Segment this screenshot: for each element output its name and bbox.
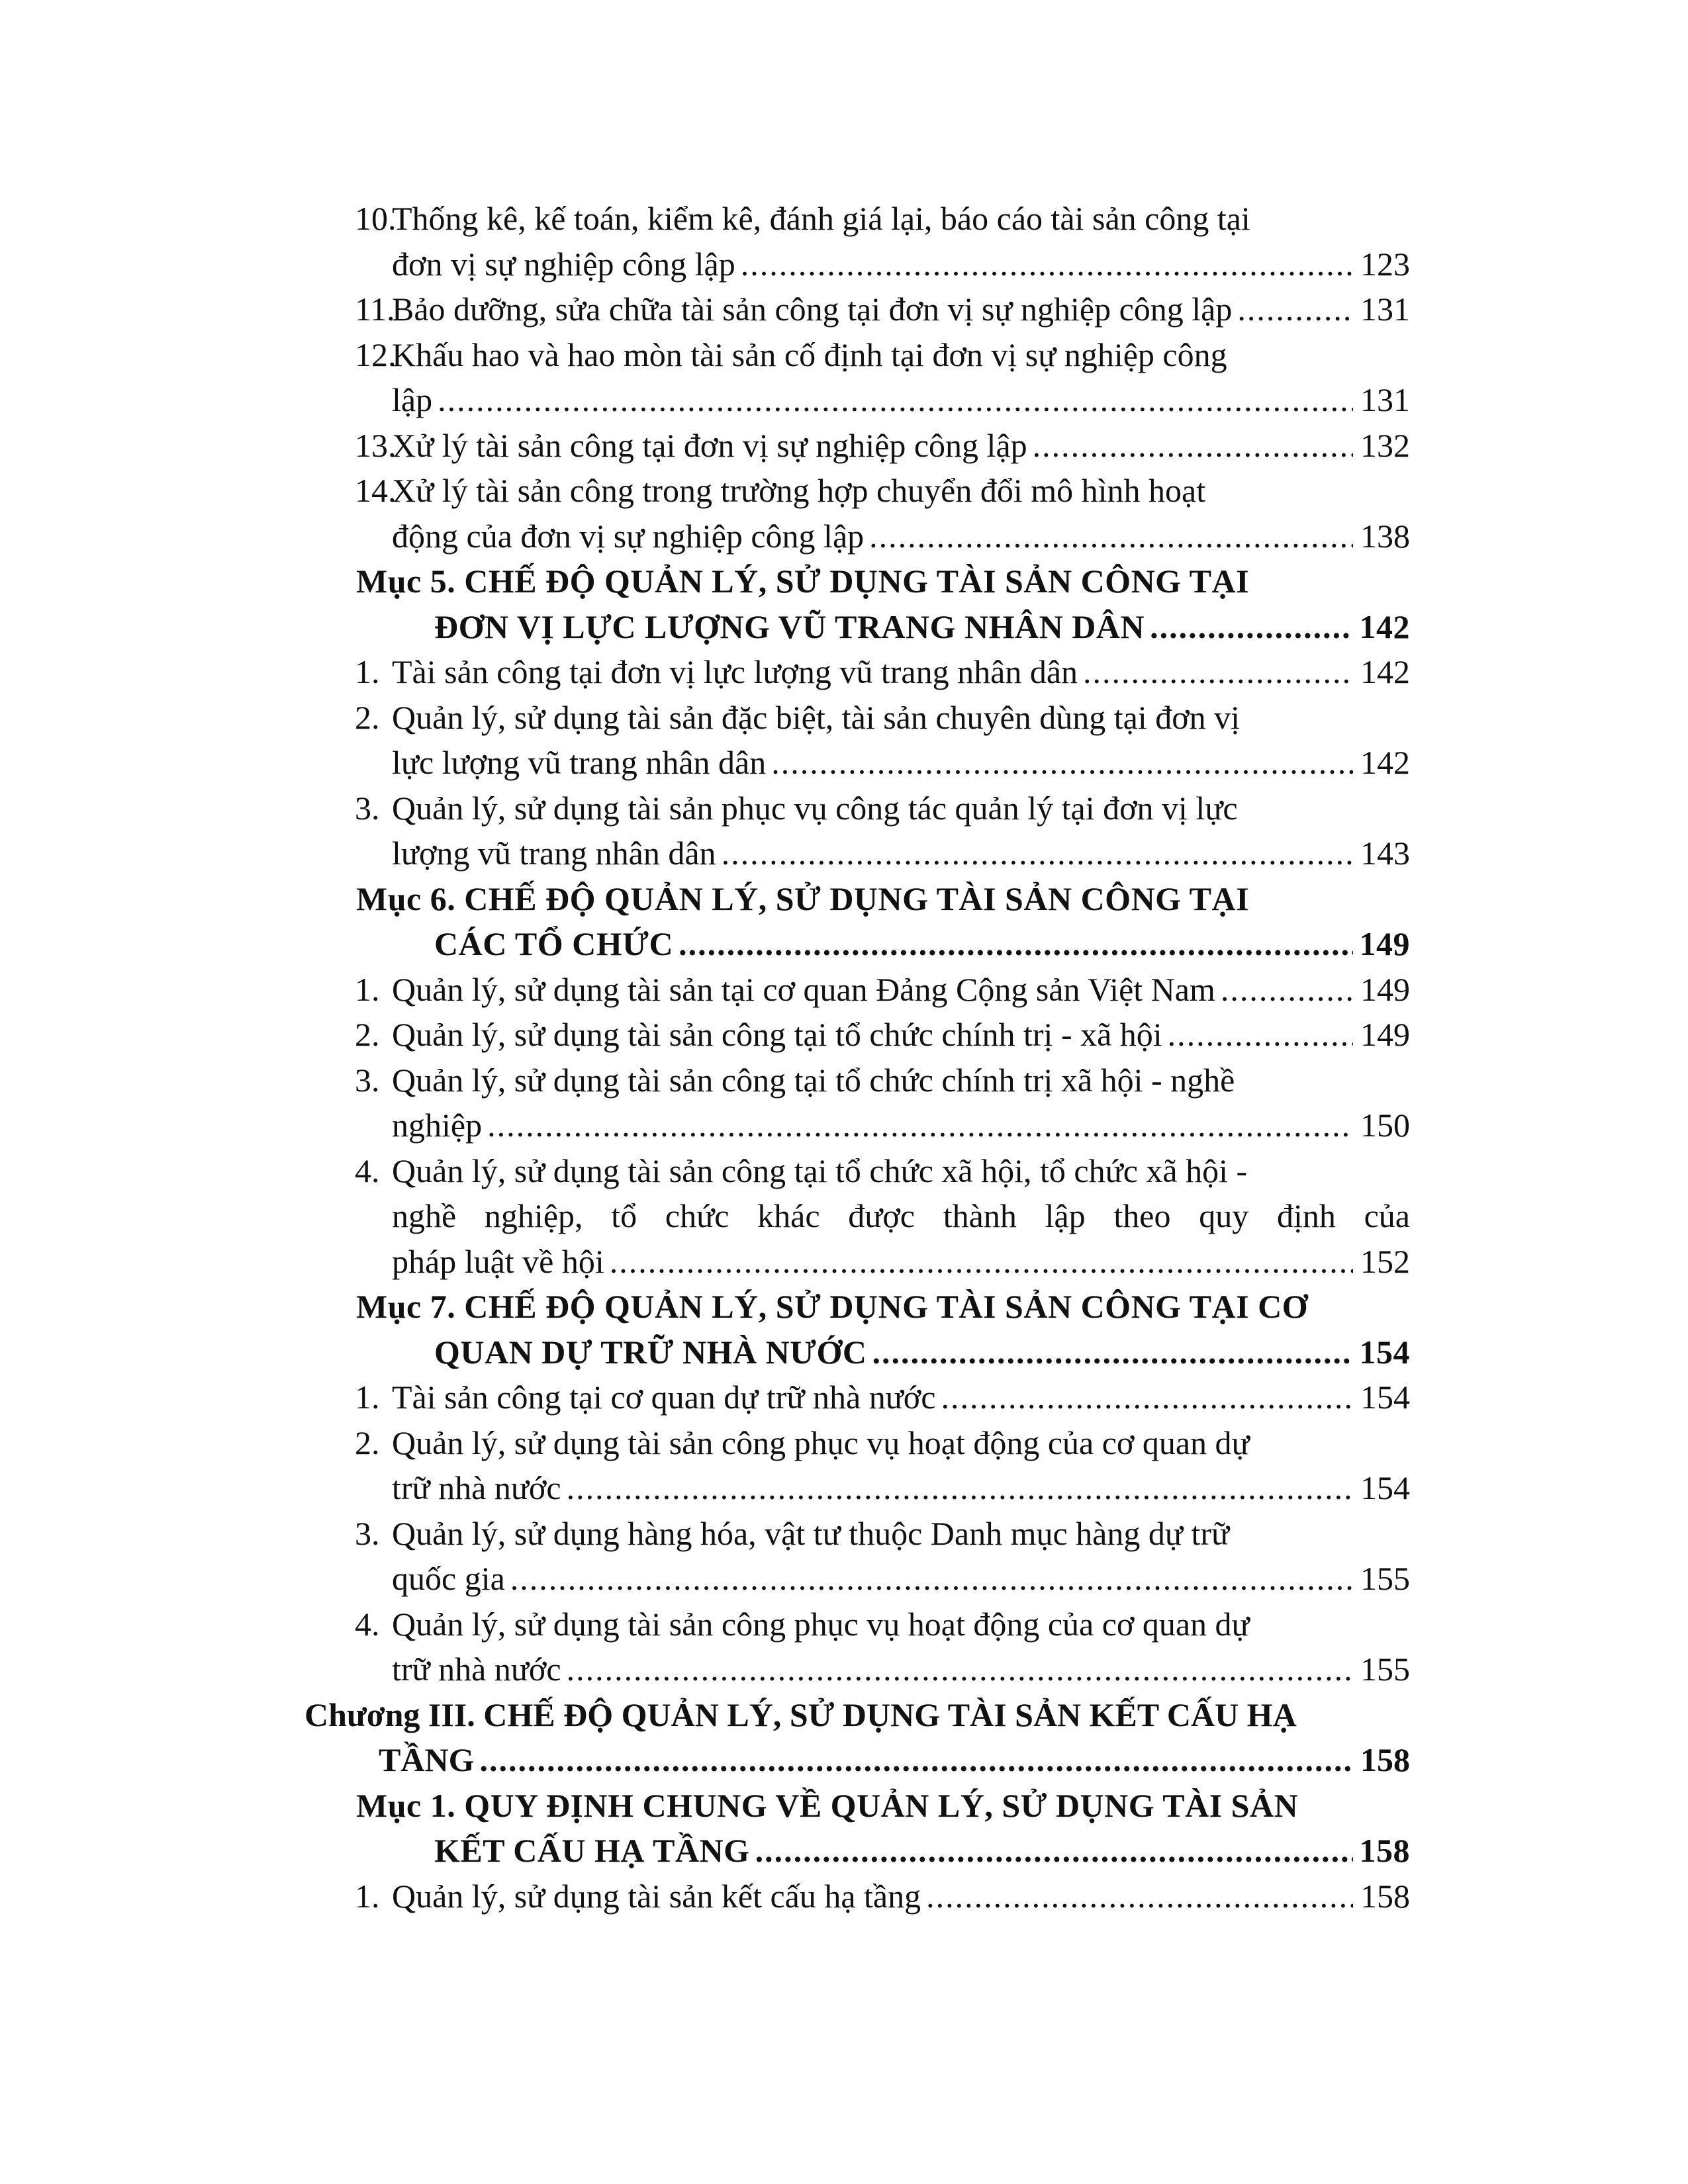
dot-leader	[679, 921, 1353, 967]
toc-entry-line	[392, 242, 1410, 287]
toc-entry-line	[355, 1602, 1410, 1647]
toc-entry-number: 11.	[355, 291, 395, 328]
toc-entry-line	[392, 740, 1410, 786]
toc-entry-text: trữ nhà nước	[392, 1651, 561, 1688]
toc-entry-line	[355, 967, 1410, 1013]
toc-entry-number: 3.	[355, 1514, 380, 1552]
dot-leader	[722, 831, 1353, 876]
toc-entry-line	[355, 786, 1410, 831]
toc-entry-item[interactable]	[232, 1148, 1410, 1285]
toc-entry-line	[355, 1420, 1410, 1466]
toc-entry-line	[356, 1783, 1410, 1829]
toc-entry-line	[392, 831, 1410, 876]
toc-entry-text: lập	[392, 381, 433, 418]
toc-entry-text: Xử lý tài sản công trong trường hợp chuyển đổi mô hình hoạt	[392, 472, 1206, 509]
toc-entry-text: QUAN DỰ TRỮ NHÀ NƯỚC	[434, 1333, 867, 1371]
dot-leader	[1237, 287, 1353, 332]
page-number: 149	[1360, 970, 1410, 1008]
page-number: 158	[1360, 1741, 1410, 1778]
toc-entry-line	[355, 332, 1410, 378]
toc-entry-line	[392, 514, 1410, 559]
dot-leader	[567, 1465, 1353, 1511]
toc-entry-text: lượng vũ trang nhân dân	[392, 835, 716, 872]
toc-entry-text: Quản lý, sử dụng tài sản công phục vụ hoạt động của cơ quan dự	[392, 1424, 1250, 1461]
toc-entry-text: quốc gia	[392, 1560, 505, 1597]
dot-leader	[1168, 1012, 1353, 1058]
toc-entry-item[interactable]	[232, 423, 1410, 469]
toc-entry-number: 2.	[355, 1424, 380, 1461]
toc-entry-line	[356, 559, 1410, 604]
page-number: 150	[1360, 1107, 1410, 1144]
page-number: 149	[1359, 925, 1410, 962]
toc-entry-line	[305, 1692, 1410, 1738]
dot-leader	[1033, 423, 1353, 469]
toc-entry-muc[interactable]	[232, 559, 1410, 649]
toc-entry-text: Khấu hao và hao mòn tài sản cố định tại đơn vị sự nghiệp công	[392, 336, 1227, 373]
toc-entry-line	[392, 1465, 1410, 1511]
toc-entry-number: 2.	[355, 1016, 380, 1053]
toc-entry-text: pháp luật về hội	[392, 1242, 604, 1280]
toc-entry-text: Quản lý, sử dụng tài sản đặc biệt, tài sản chuyên dùng tại đơn vị	[392, 698, 1241, 736]
toc-entry-line	[355, 1375, 1410, 1420]
page-number: 142	[1360, 653, 1410, 690]
toc-entry-number: 14.	[355, 472, 397, 509]
toc-entry-item[interactable]	[232, 1602, 1410, 1692]
dot-leader	[1150, 604, 1353, 650]
toc-entry-item[interactable]	[232, 468, 1410, 559]
dot-leader	[610, 1239, 1353, 1285]
toc-entry-item[interactable]	[232, 287, 1410, 332]
toc-entry-line	[356, 1284, 1410, 1330]
page-number: 138	[1360, 517, 1410, 555]
toc-entry-text: KẾT CẤU HẠ TẦNG	[434, 1832, 750, 1869]
dot-leader	[479, 1737, 1353, 1783]
toc-entry-line	[355, 649, 1410, 695]
page-number: 155	[1360, 1560, 1410, 1597]
page-number: 131	[1360, 291, 1410, 328]
toc-entry-text: Quản lý, sử dụng tài sản phục vụ công tác quản lý tại đơn vị lực	[392, 789, 1238, 827]
dot-leader	[487, 1103, 1353, 1148]
page-number: 142	[1360, 744, 1410, 781]
toc-entry-line	[379, 1737, 1410, 1783]
toc-entry-text: Quản lý, sử dụng hàng hóa, vật tư thuộc Danh mục hàng dự trữ	[392, 1514, 1230, 1552]
toc-entry-line	[434, 1330, 1410, 1375]
toc-entry-number: 1.	[355, 1379, 380, 1416]
toc-entry-text: nghề nghiệp, tổ chức khác được thành lập theo quy định của	[392, 1197, 1410, 1234]
toc-entry-text: CÁC TỔ CHỨC	[434, 925, 674, 962]
toc-entry-line	[392, 1193, 1410, 1239]
toc-entry-item[interactable]	[232, 1012, 1410, 1058]
toc-entry-text: Mục 5. CHẾ ĐỘ QUẢN LÝ, SỬ DỤNG TÀI SẢN CÔNG TẠI	[356, 563, 1250, 600]
toc-entry-line	[356, 876, 1410, 922]
toc-entry-text: Mục 6. CHẾ ĐỘ QUẢN LÝ, SỬ DỤNG TÀI SẢN CÔNG TẠI	[356, 880, 1250, 917]
toc-entry-item[interactable]	[232, 786, 1410, 876]
dot-leader	[741, 242, 1353, 287]
page-number: 149	[1360, 1016, 1410, 1053]
toc-entry-text: Xử lý tài sản công tại đơn vị sự nghiệp công lập	[392, 426, 1027, 464]
toc-entry-line	[392, 1647, 1410, 1692]
page-number: 155	[1360, 1651, 1410, 1688]
page-number: 154	[1360, 1379, 1410, 1416]
toc-entry-text: ĐƠN VỊ LỰC LƯỢNG VŨ TRANG NHÂN DÂN	[434, 608, 1145, 645]
toc-entry-text: Tài sản công tại cơ quan dự trữ nhà nước	[392, 1379, 936, 1416]
toc-entry-number: 3.	[355, 789, 380, 827]
page-number: 152	[1360, 1242, 1410, 1280]
page-number: 154	[1360, 1469, 1410, 1506]
toc-entry-chuong[interactable]	[232, 1692, 1410, 1783]
toc-entry-line	[355, 1148, 1410, 1194]
toc-entry-line	[392, 1556, 1410, 1602]
toc-entry-text: Quản lý, sử dụng tài sản công tại tổ chức xã hội, tổ chức xã hội -	[392, 1152, 1248, 1189]
toc-entry-item[interactable]	[232, 967, 1410, 1013]
toc-entry-line	[355, 1012, 1410, 1058]
page-number: 123	[1360, 245, 1410, 283]
toc-entry-text: trữ nhà nước	[392, 1469, 561, 1506]
toc-entry-line	[392, 1103, 1410, 1148]
toc-entry-line	[355, 1058, 1410, 1103]
toc-entry-text: Tài sản công tại đơn vị lực lượng vũ trang nhân dân	[392, 653, 1078, 690]
table-of-contents	[232, 196, 1410, 1919]
toc-entry-text: Mục 1. QUY ĐỊNH CHUNG VỀ QUẢN LÝ, SỬ DỤNG TÀI SẢN	[356, 1786, 1299, 1824]
toc-entry-line	[434, 1828, 1410, 1874]
toc-entry-text: TẦNG	[379, 1741, 475, 1778]
page-number: 158	[1360, 1877, 1410, 1915]
page-number: 154	[1359, 1333, 1410, 1371]
dot-leader	[771, 740, 1353, 786]
toc-entry-text: Quản lý, sử dụng tài sản công tại tổ chức chính trị - xã hội	[392, 1016, 1162, 1053]
page-number: 132	[1360, 426, 1410, 464]
toc-entry-item[interactable]	[232, 1511, 1410, 1602]
toc-entry-line	[434, 604, 1410, 650]
dot-leader	[869, 514, 1353, 559]
toc-entry-text: Quản lý, sử dụng tài sản kết cấu hạ tầng	[392, 1877, 921, 1915]
toc-entry-number: 1.	[355, 653, 380, 690]
toc-entry-item[interactable]	[232, 196, 1410, 287]
toc-entry-text: Quản lý, sử dụng tài sản công phục vụ hoạt động của cơ quan dự	[392, 1605, 1250, 1643]
toc-entry-line	[355, 695, 1410, 741]
toc-entry-item[interactable]	[232, 332, 1410, 423]
toc-entry-item[interactable]	[232, 1058, 1410, 1148]
toc-entry-number: 1.	[355, 1877, 380, 1915]
toc-entry-item[interactable]	[232, 1420, 1410, 1511]
page-number: 131	[1360, 381, 1410, 418]
toc-entry-text: Quản lý, sử dụng tài sản công tại tổ chức chính trị xã hội - nghề	[392, 1061, 1235, 1099]
toc-entry-line	[355, 468, 1410, 514]
toc-entry-text: lực lượng vũ trang nhân dân	[392, 744, 767, 781]
dot-leader	[755, 1828, 1353, 1874]
toc-entry-item[interactable]	[232, 649, 1410, 695]
toc-entry-line	[355, 287, 1410, 332]
dot-leader	[567, 1647, 1353, 1692]
dot-leader	[941, 1375, 1353, 1420]
toc-entry-text: Quản lý, sử dụng tài sản tại cơ quan Đảng Cộng sản Việt Nam	[392, 970, 1215, 1008]
toc-entry-number: 4.	[355, 1605, 380, 1643]
toc-entry-line	[355, 1874, 1410, 1919]
toc-entry-text: đơn vị sự nghiệp công lập	[392, 245, 735, 283]
page-number: 143	[1360, 835, 1410, 872]
toc-entry-line	[434, 921, 1410, 967]
toc-entry-muc[interactable]	[232, 1783, 1410, 1874]
toc-entry-number: 10.	[355, 200, 397, 237]
toc-entry-text: Bảo dưỡng, sửa chữa tài sản công tại đơn vị sự nghiệp công lập	[392, 291, 1233, 328]
toc-entry-muc[interactable]	[232, 876, 1410, 967]
dot-leader	[872, 1330, 1353, 1375]
toc-entry-number: 4.	[355, 1152, 380, 1189]
dot-leader	[1221, 967, 1353, 1013]
toc-entry-line	[392, 1239, 1410, 1285]
dot-leader	[1083, 649, 1353, 695]
toc-entry-item[interactable]	[232, 695, 1410, 786]
toc-entry-text: Chương III. CHẾ ĐỘ QUẢN LÝ, SỬ DỤNG TÀI SẢN KẾT CẤU HẠ	[305, 1696, 1297, 1733]
toc-entry-number: 3.	[355, 1061, 380, 1099]
dot-leader	[438, 377, 1353, 423]
toc-entry-muc[interactable]	[232, 1284, 1410, 1375]
toc-entry-line	[392, 377, 1410, 423]
toc-entry-text: động của đơn vị sự nghiệp công lập	[392, 517, 865, 555]
page-number: 158	[1359, 1832, 1410, 1869]
toc-entry-line	[355, 196, 1410, 242]
toc-entry-text: Mục 7. CHẾ ĐỘ QUẢN LÝ, SỬ DỤNG TÀI SẢN CÔNG TẠI CƠ	[356, 1288, 1309, 1325]
toc-entry-number: 2.	[355, 698, 380, 736]
toc-entry-number: 12.	[355, 336, 397, 373]
page-number: 142	[1359, 608, 1410, 645]
toc-entry-number: 13.	[355, 426, 397, 464]
toc-entry-item[interactable]	[232, 1375, 1410, 1420]
toc-entry-text: Thống kê, kế toán, kiểm kê, đánh giá lại, báo cáo tài sản công tại	[392, 200, 1250, 237]
toc-entry-item[interactable]	[232, 1874, 1410, 1919]
toc-entry-line	[355, 1511, 1410, 1557]
toc-entry-line	[355, 423, 1410, 469]
dot-leader	[926, 1874, 1353, 1919]
dot-leader	[510, 1556, 1353, 1602]
toc-entry-number: 1.	[355, 970, 380, 1008]
toc-entry-text: nghiệp	[392, 1107, 483, 1144]
